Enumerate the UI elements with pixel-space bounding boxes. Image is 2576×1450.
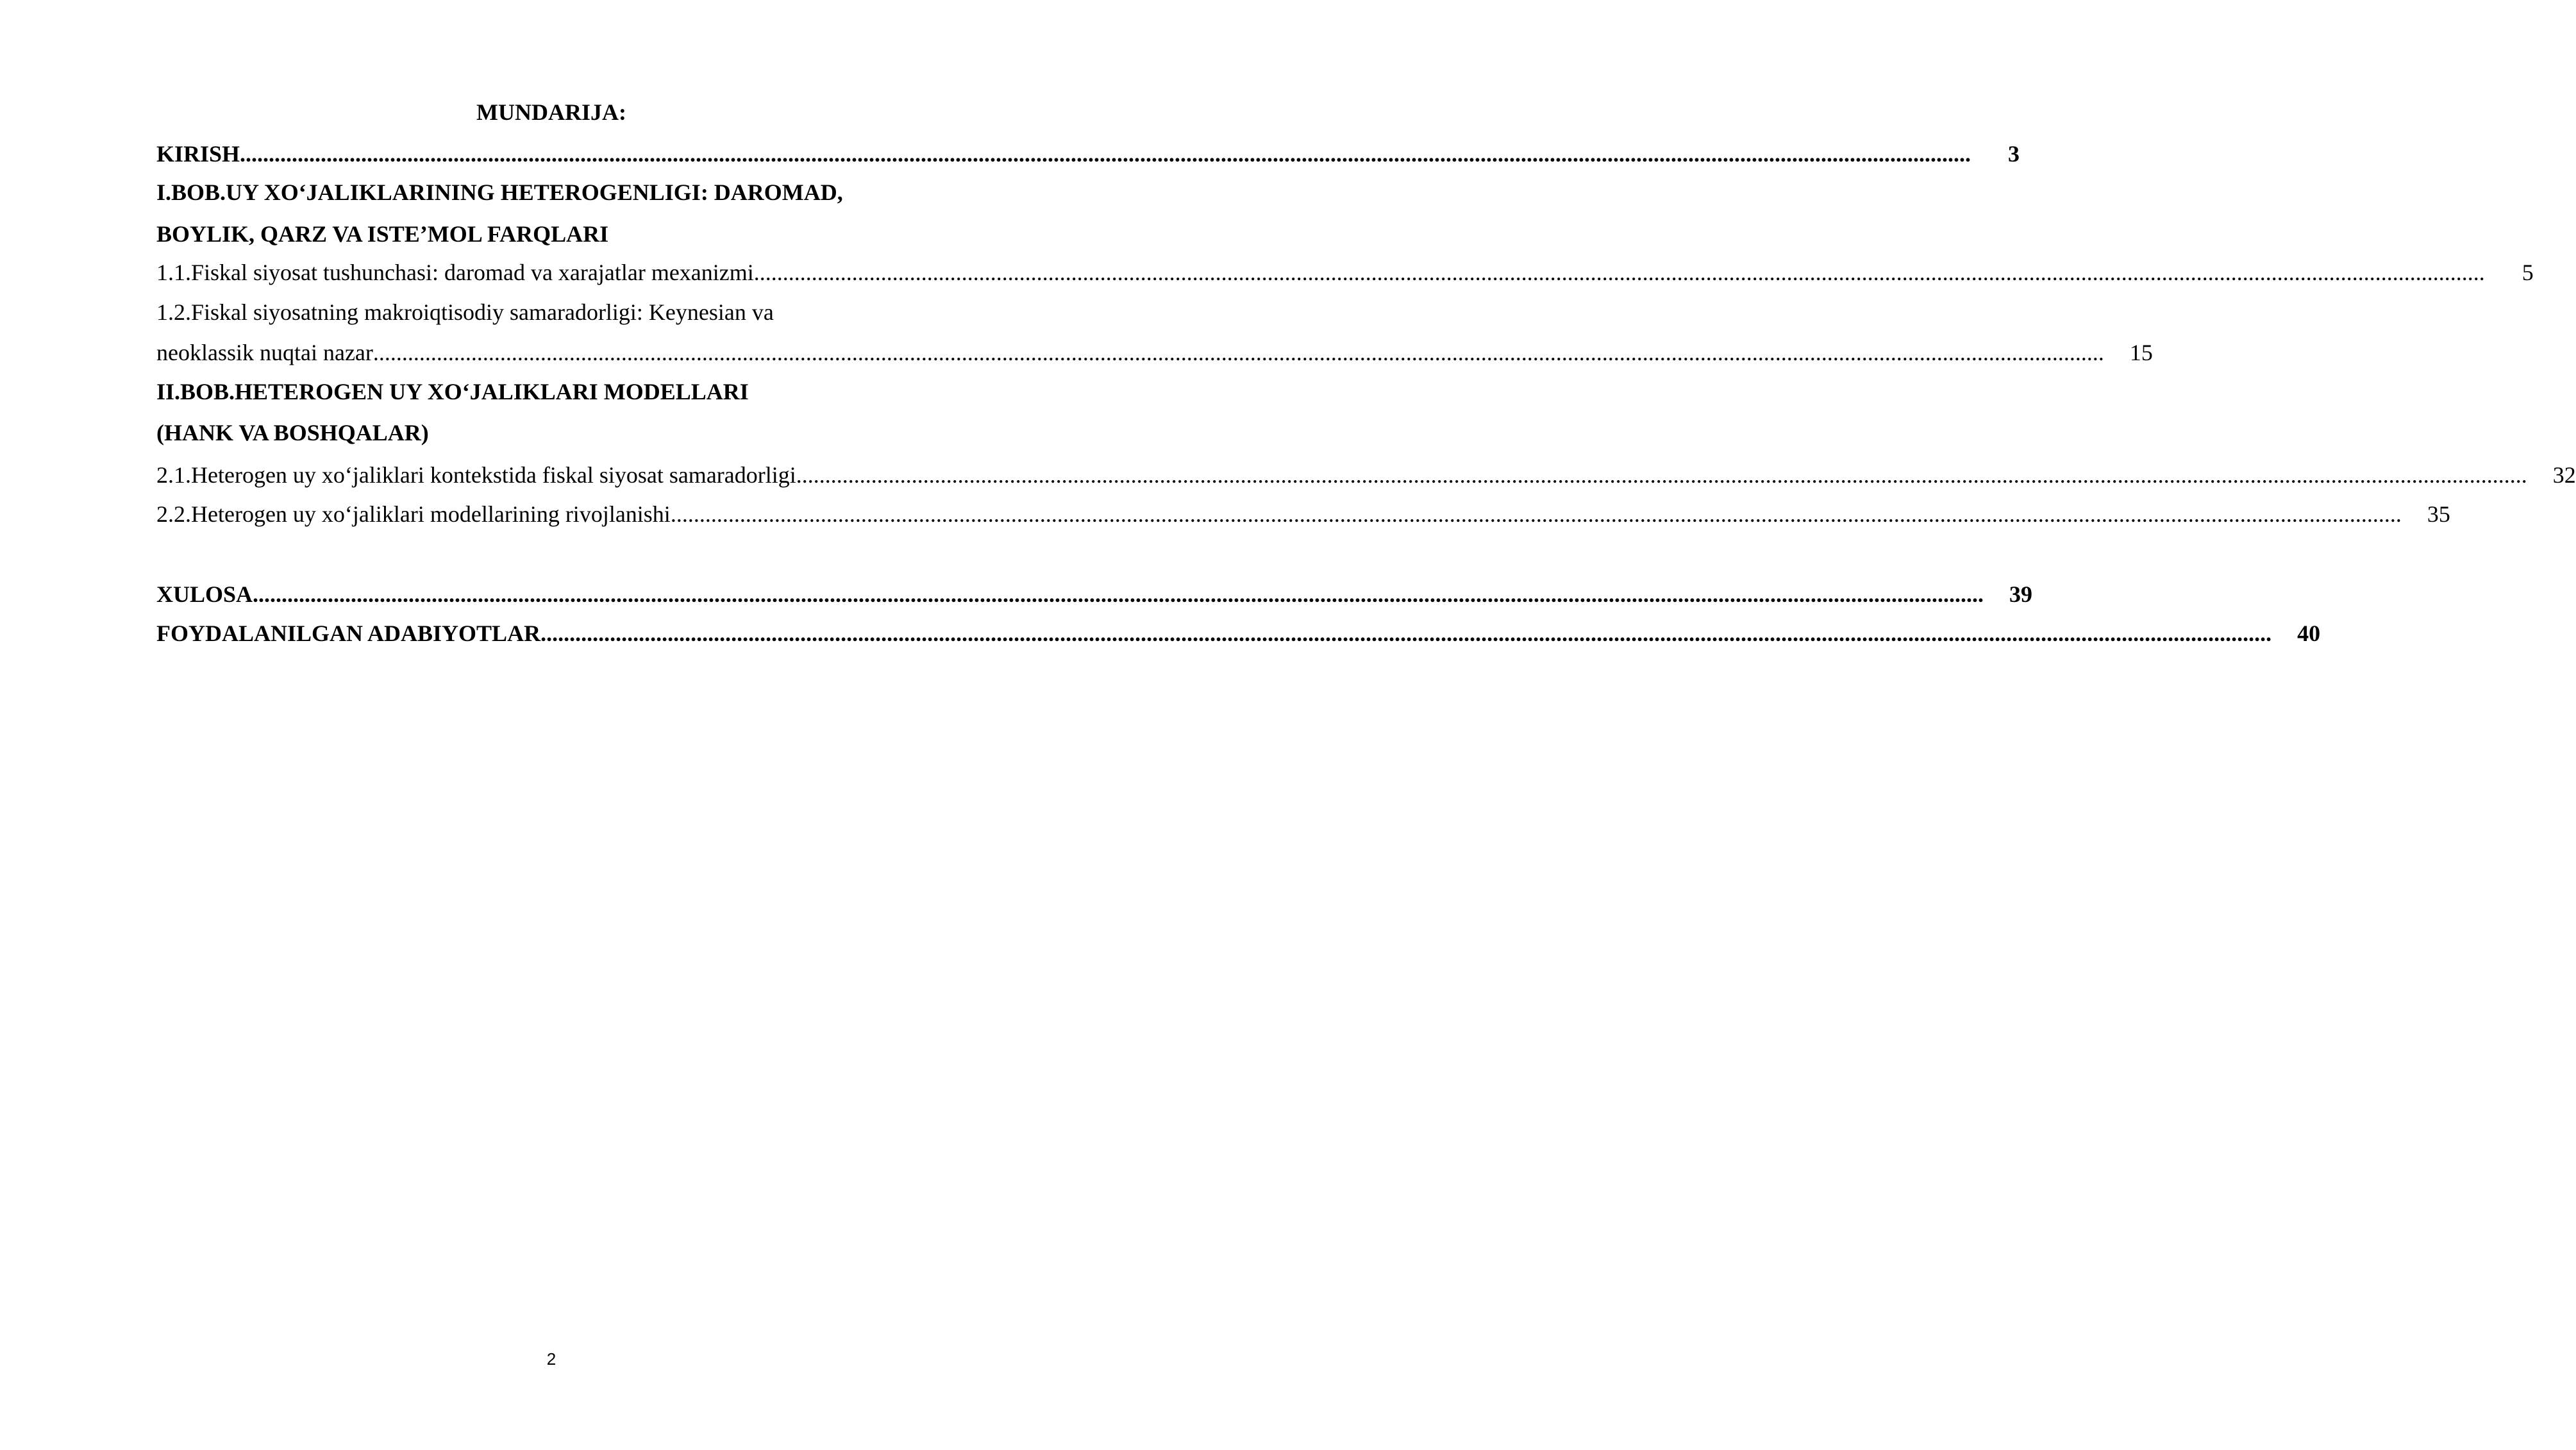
toc-entry-label: FOYDALANILGAN ADABIYOTLAR (156, 621, 541, 646)
dot-leader: ............................................................................................................................................................................................................................................................................................................ (540, 621, 2272, 646)
toc-chapter-1 (156, 176, 951, 208)
dot-leader: ............................................................................................................................................................................................................................................................................................................ (372, 340, 2104, 365)
toc-entry-1-2 (156, 296, 951, 328)
toc-entry-page: 5 (2522, 260, 2534, 285)
toc-entry-xulosa (156, 578, 2033, 610)
dot-leader: ............................................................................................................................................................................................................................................................................................................ (253, 581, 1984, 607)
toc-entry-2-2 (156, 498, 2450, 530)
toc-entry-page: 3 (2008, 141, 2020, 167)
toc-entry-page: 15 (2129, 340, 2153, 365)
toc-chapter-line: (HANK VA BOSHQALAR) (156, 420, 429, 446)
dot-leader: ............................................................................................................................................................................................................................................................................................................ (753, 260, 2485, 285)
toc-chapter-line: BOYLIK, QARZ VA ISTE’MOL FARQLARI (156, 221, 609, 247)
toc-chapter-1-continued (156, 218, 951, 250)
dot-leader: ............................................................................................................................................................................................................................................................................................................ (670, 501, 2402, 527)
dot-leader: ............................................................................................................................................................................................................................................................................................................ (240, 141, 1971, 167)
toc-entry-label: KIRISH (156, 141, 240, 167)
toc-entry-label: neoklassik nuqtai nazar (156, 340, 373, 365)
toc-entry-page: 40 (2297, 621, 2321, 646)
toc-entry-1-2-continued (156, 337, 2153, 369)
toc-entry-line: 1.2.Fiskal siyosatning makroiqtisodiy samaradorligi: Keynesian va (156, 299, 774, 325)
toc-entry-page: 35 (2427, 501, 2450, 527)
toc-chapter-line: I.BOB.UY XO‘JALIKLARINING HETEROGENLIGI: DAROMAD, (156, 179, 843, 205)
toc-entry-label: 2.2.Heterogen uy xo‘jaliklari modellarining rivojlanishi (156, 501, 671, 527)
toc-entry-label: XULOSA (156, 581, 253, 607)
toc-entry-page: 32 (2552, 462, 2576, 488)
toc-entry-references (156, 617, 2321, 649)
dot-leader: ............................................................................................................................................................................................................................................................................................................ (796, 462, 2527, 488)
toc-entry-label: 1.1.Fiskal siyosat tushunchasi: daromad va xarajatlar mexanizmi (156, 260, 754, 285)
toc-title: MUNDARIJA: (476, 99, 626, 125)
toc-entry-kirish (156, 138, 2020, 170)
page-number: 2 (546, 1349, 556, 1369)
toc-chapter-2-continued (156, 417, 951, 449)
toc-entry-page: 39 (2009, 581, 2033, 607)
toc-entry-label: 2.1.Heterogen uy xo‘jaliklari kontekstida fiskal siyosat samaradorligi (156, 462, 796, 488)
toc-entry-1-1 (156, 256, 2534, 288)
toc-entry-2-1 (156, 459, 2576, 491)
toc-chapter-2 (156, 376, 951, 408)
toc-chapter-line: II.BOB.HETEROGEN UY XO‘JALIKLARI MODELLARI (156, 379, 749, 404)
